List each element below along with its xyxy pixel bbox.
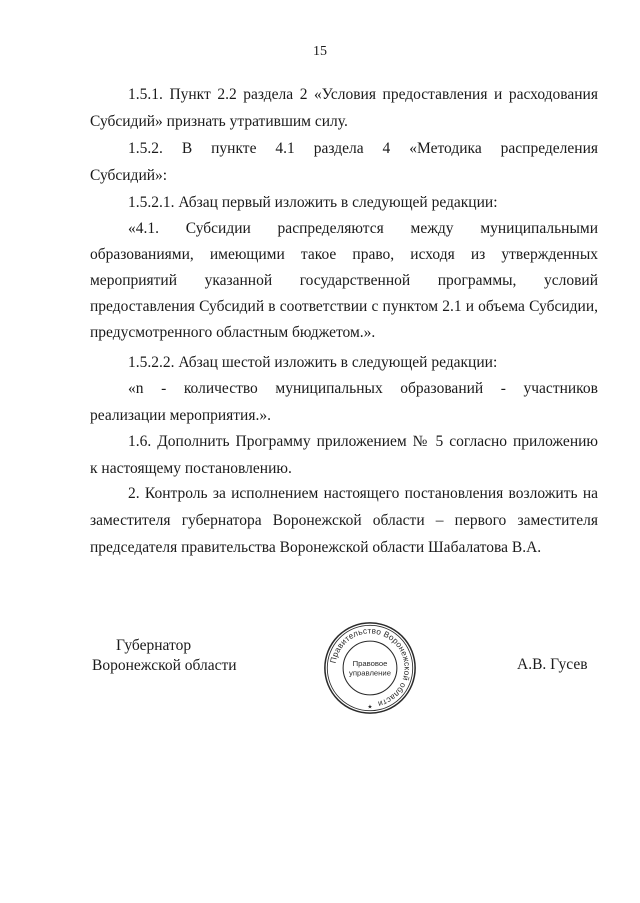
- stamp-inner-line1: Правовое: [352, 659, 388, 669]
- text-line: председателя правительства Воронежской области Шабалатова В.А.: [90, 539, 542, 556]
- signatory-title: [92, 636, 237, 676]
- paragraph-2: [90, 480, 598, 561]
- paragraph-1-5-1: [90, 82, 598, 135]
- text-line: предусмотренного областным бюджетом.».: [90, 324, 376, 341]
- page-number: 15: [313, 44, 327, 59]
- text-line: заместителя губернатора Воронежской области – первого заместителя: [90, 512, 598, 529]
- signatory-title-line2: Воронежской области: [92, 657, 237, 674]
- stamp-graphic: [322, 620, 418, 716]
- signatory-name: А.В. Гусев: [517, 656, 588, 673]
- text-line: мероприятий указанной государственной программы, условий: [90, 272, 598, 289]
- paragraph-quote-n: [90, 376, 598, 429]
- text-line: Субсидий» признать утратившим силу.: [90, 112, 348, 130]
- stamp-outer-text: Правительство Воронежской области: [328, 626, 412, 709]
- text-line: образованиями, имеющими такое право, исходя из утвержденных: [90, 246, 598, 263]
- text-line: 2. Контроль за исполнением настоящего постановления возложить на: [128, 485, 598, 502]
- text-line: Субсидий»:: [90, 166, 168, 184]
- paragraph-1-6: [90, 429, 598, 482]
- paragraph-1-5-2-2: [90, 350, 598, 377]
- paragraph-quote-4-1: [90, 216, 598, 346]
- text-line: 1.6. Дополнить Программу приложением № 5 согласно приложению: [128, 433, 598, 450]
- paragraph-1-5-2-1: [90, 190, 598, 217]
- text-line: 1.5.1. Пункт 2.2 раздела 2 «Условия предоставления и расходования: [128, 86, 598, 103]
- official-stamp: [322, 620, 418, 716]
- text-line: реализации мероприятия.».: [90, 406, 271, 424]
- stamp-star-icon: ★: [367, 704, 373, 711]
- text-line: к настоящему постановлению.: [90, 459, 292, 477]
- text-line: 1.5.2. В пункте 4.1 раздела 4 «Методика распределения: [128, 140, 598, 157]
- text-line: 1.5.2.1. Абзац первый изложить в следующей редакции:: [128, 194, 498, 211]
- stamp-inner-line2: управление: [349, 668, 391, 678]
- text-line: предоставления Субсидий в соответствии с пунктом 2.1 и объема Субсидии,: [90, 298, 598, 315]
- text-line: 1.5.2.2. Абзац шестой изложить в следующей редакции:: [128, 354, 498, 371]
- paragraph-1-5-2: [90, 136, 598, 189]
- signatory-title-line1: Губернатор: [116, 637, 192, 654]
- text-line: «4.1. Субсидии распределяются между муниципальными: [128, 220, 598, 237]
- text-line: «n - количество муниципальных образований - участников: [128, 380, 598, 397]
